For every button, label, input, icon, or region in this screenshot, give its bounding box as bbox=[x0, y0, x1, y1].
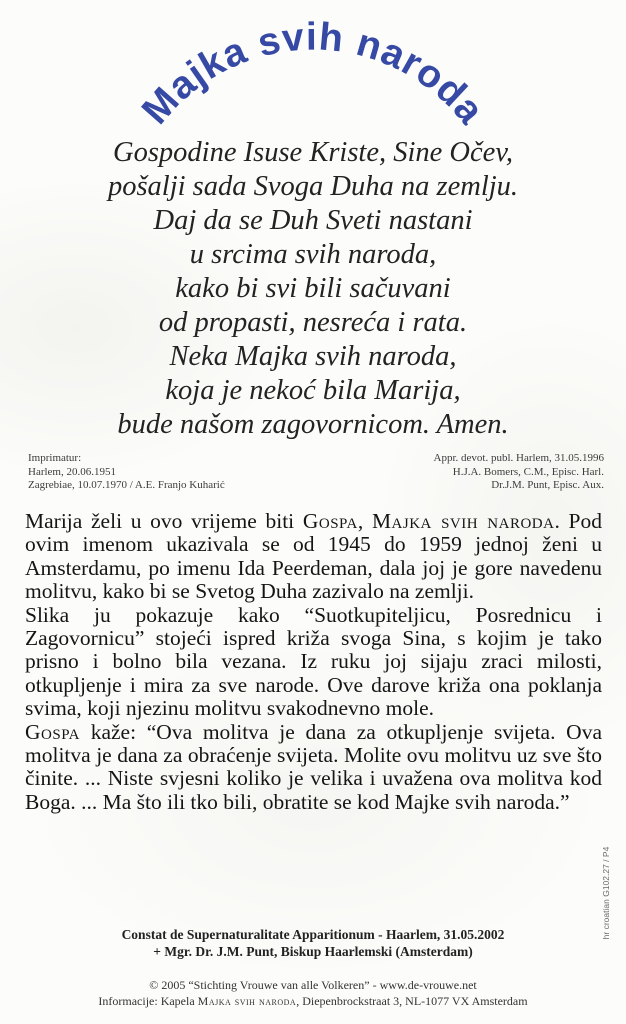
prayer-line: pošalji sada Svoga Duha na zemlju. bbox=[107, 171, 519, 202]
contact-text: Informacije: Kapela bbox=[98, 993, 198, 1008]
history-text: , bbox=[357, 509, 372, 533]
paragraph-image-description: Slika ju pokazuje kako “Suotkupiteljicu, Posrednicu i Zagovornicu” stojeći ispred križa svoga Sina, s kojim je tako prisno i bolno bila vezana. Iz ruku joj sijaju zraci milosti, otkupljenje i mira za sve narode. Ove darove križa ona poklanja svima, koji njezinu molitvu svakodnevno mole. bbox=[25, 602, 602, 721]
svg-text:Majka svih naroda bbox=[134, 15, 493, 132]
bishop-punt-line: Dr.J.M. Punt, Episc. Aux. bbox=[491, 479, 604, 491]
paragraph-history bbox=[25, 510, 602, 604]
arc-title bbox=[0, 0, 626, 150]
constat-line: Constat de Supernaturalitate Apparitionum - Haarlem, 31.05.2002 bbox=[121, 927, 505, 942]
paragraph-quote bbox=[25, 721, 602, 815]
contact-line bbox=[0, 994, 626, 1010]
gospa-smallcaps: Gospa bbox=[25, 719, 80, 744]
prayer-text bbox=[0, 136, 626, 442]
approbation-line: Appr. devot. publ. Harlem, 31.05.1996 bbox=[433, 452, 604, 464]
imprimatur-right bbox=[434, 452, 604, 493]
prayer-line: u srcima svih naroda, bbox=[189, 239, 437, 270]
bishop-bomers-line: H.J.A. Bomers, C.M., Episc. Harl. bbox=[452, 465, 604, 478]
prayer-line: bude našom zagovornicom. Amen. bbox=[117, 409, 509, 440]
constat-signature: + Mgr. Dr. J.M. Punt, Biskup Haarlemski (Amsterdam) bbox=[153, 944, 473, 959]
history-text: . Pod ovim imenom ukazivala se od 1945 do 1959 jednoj ženi u Amsterdamu, po imenu Ida Peerdeman, dala joj je gore navedenu molitvu, kako bi se Svetog Duha zazivalo na zemlji. bbox=[25, 509, 602, 604]
majka-smallcaps: Majka svih naroda bbox=[197, 993, 297, 1008]
prayer-line: Neka Majka svih naroda, bbox=[169, 341, 457, 372]
contact-text: , Diepenbrockstraat 3, NL-1077 VX Amsterdam bbox=[296, 993, 528, 1008]
prayer-line: Daj da se Duh Sveti nastani bbox=[153, 205, 473, 236]
imprimatur-block bbox=[28, 452, 604, 493]
imprimatur-date-harlem: Harlem, 20.06.1951 bbox=[28, 465, 116, 478]
majka-smallcaps: Majka svih naroda bbox=[371, 509, 555, 533]
prayer-line: od propasti, nesreća i rata. bbox=[158, 307, 468, 338]
imprimatur-label: Imprimatur: bbox=[28, 452, 82, 464]
prayer-line: kako bi svi bili sačuvani bbox=[175, 273, 451, 304]
imprimatur-left bbox=[28, 452, 225, 493]
constat-block bbox=[0, 926, 626, 960]
imprimatur-date-zagreb: Zagrebiae, 10.07.1970 / A.E. Franjo Kuharić bbox=[28, 479, 225, 491]
prayer-line: Gospodine Isuse Kriste, Sine Očev, bbox=[113, 137, 513, 168]
gospa-smallcaps: Gospa bbox=[302, 509, 358, 533]
history-text: Marija želi u ovo vrijeme biti bbox=[25, 509, 303, 533]
footer-block bbox=[0, 978, 626, 1009]
body-text bbox=[25, 510, 602, 814]
edge-print-code: hr croatian G102.27 / P4 bbox=[601, 846, 611, 940]
prayer-line: koja je nekoć bila Marija, bbox=[165, 375, 461, 406]
quote-text: kaže: “Ova molitva je dana za otkupljenje svijeta. Ova molitva je dana za obraćenje svijeta. Molite ovu molitvu uz sve što činite. ... Niste svjesni koliko je velika i uvažena ova molitva kod Boga. ... Ma što ili tko bili, obratite se kod Majke svih naroda.” bbox=[25, 719, 602, 814]
arc-title-text: Majka svih naroda bbox=[133, 15, 493, 133]
copyright-line: © 2005 “Stichting Vrouwe van alle Volkeren” - www.de-vrouwe.net bbox=[149, 978, 477, 992]
